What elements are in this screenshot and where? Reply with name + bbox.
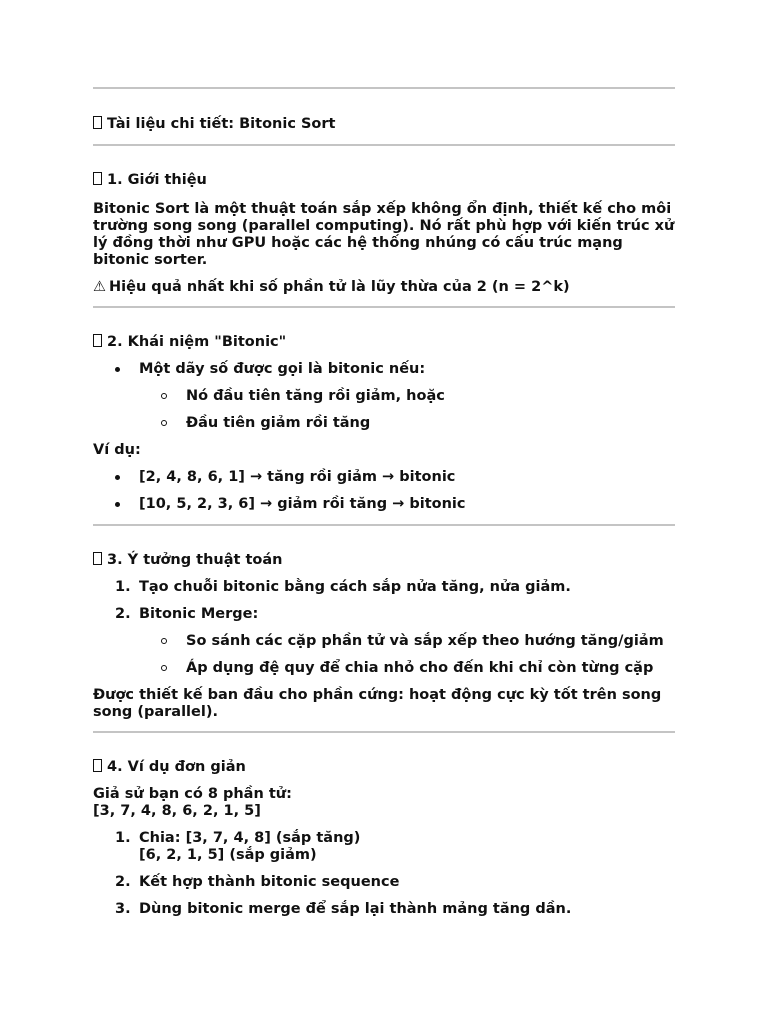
section-heading-intro: 1. Giới thiệu	[93, 171, 675, 189]
section-heading-concept: 2. Khái niệm "Bitonic"	[93, 333, 675, 351]
list-item: [10, 5, 2, 3, 6] → giảm rồi tăng → bitonic	[93, 496, 675, 513]
sub-list-item: So sánh các cặp phần tử và sắp xếp theo hướng tăng/giảm	[93, 633, 675, 650]
list-item: 3. Dùng bitonic merge để sắp lại thành mảng tăng dần.	[115, 901, 572, 917]
document-title: Tài liệu chi tiết: Bitonic Sort	[93, 115, 675, 133]
section-icon	[93, 552, 102, 565]
intro-paragraph: Bitonic Sort là một thuật toán sắp xếp không ổn định, thiết kế cho môi trường song song (parallel computing). Nó rất phù hợp với kiến trúc xử lý đồng thời như GPU hoặc các hệ thống nhúng có cấu trúc mạng bitonic sorter.	[93, 201, 675, 268]
sub-list-item: Đầu tiên giảm rồi tăng	[93, 415, 675, 432]
concept-sub-list	[93, 388, 675, 432]
merge-sub-list	[93, 633, 675, 677]
divider	[93, 731, 675, 733]
example-steps	[93, 830, 675, 918]
list-item: 2. Kết hợp thành bitonic sequence	[115, 874, 400, 890]
idea-note: Được thiết kế ban đầu cho phần cứng: hoạt động cực kỳ tốt trên song song (parallel).	[93, 687, 662, 720]
section-icon	[93, 172, 102, 185]
idea-steps	[93, 579, 675, 623]
divider	[93, 306, 675, 308]
list-item: 1. Chia: [3, 7, 4, 8] (sắp tăng) [6, 2, 1, 5] (sắp giảm)	[115, 830, 361, 863]
warning-note: ⚠ Hiệu quả nhất khi số phần tử là lũy thừa của 2 (n = 2^k)	[93, 279, 570, 295]
divider	[93, 524, 675, 526]
section-heading-example: 4. Ví dụ đơn giản	[93, 758, 675, 776]
sub-list-item: Nó đầu tiên tăng rồi giảm, hoặc	[93, 388, 675, 405]
list-item: [2, 4, 8, 6, 1] → tăng rồi giảm → bitonic	[93, 469, 675, 486]
document	[93, 87, 675, 918]
example-label: Ví dụ:	[93, 442, 141, 458]
concept-list	[93, 361, 675, 378]
divider	[93, 144, 675, 146]
sub-list-item: Áp dụng đệ quy để chia nhỏ cho đến khi chỉ còn từng cặp	[93, 660, 675, 677]
warning-icon: ⚠	[93, 279, 106, 295]
example-list	[93, 469, 675, 513]
section-icon	[93, 334, 102, 347]
section-heading-idea: 3. Ý tưởng thuật toán	[93, 551, 675, 569]
list-item: 2. Bitonic Merge:	[115, 606, 259, 622]
list-item: Một dãy số được gọi là bitonic nếu:	[93, 361, 675, 378]
divider	[93, 87, 675, 89]
document-icon	[93, 116, 102, 129]
section-icon	[93, 759, 102, 772]
list-item: 1. Tạo chuỗi bitonic bằng cách sắp nửa tăng, nửa giảm.	[115, 579, 571, 595]
example-intro: Giả sử bạn có 8 phần tử: [3, 7, 4, 8, 6, 2, 1, 5]	[93, 786, 292, 819]
